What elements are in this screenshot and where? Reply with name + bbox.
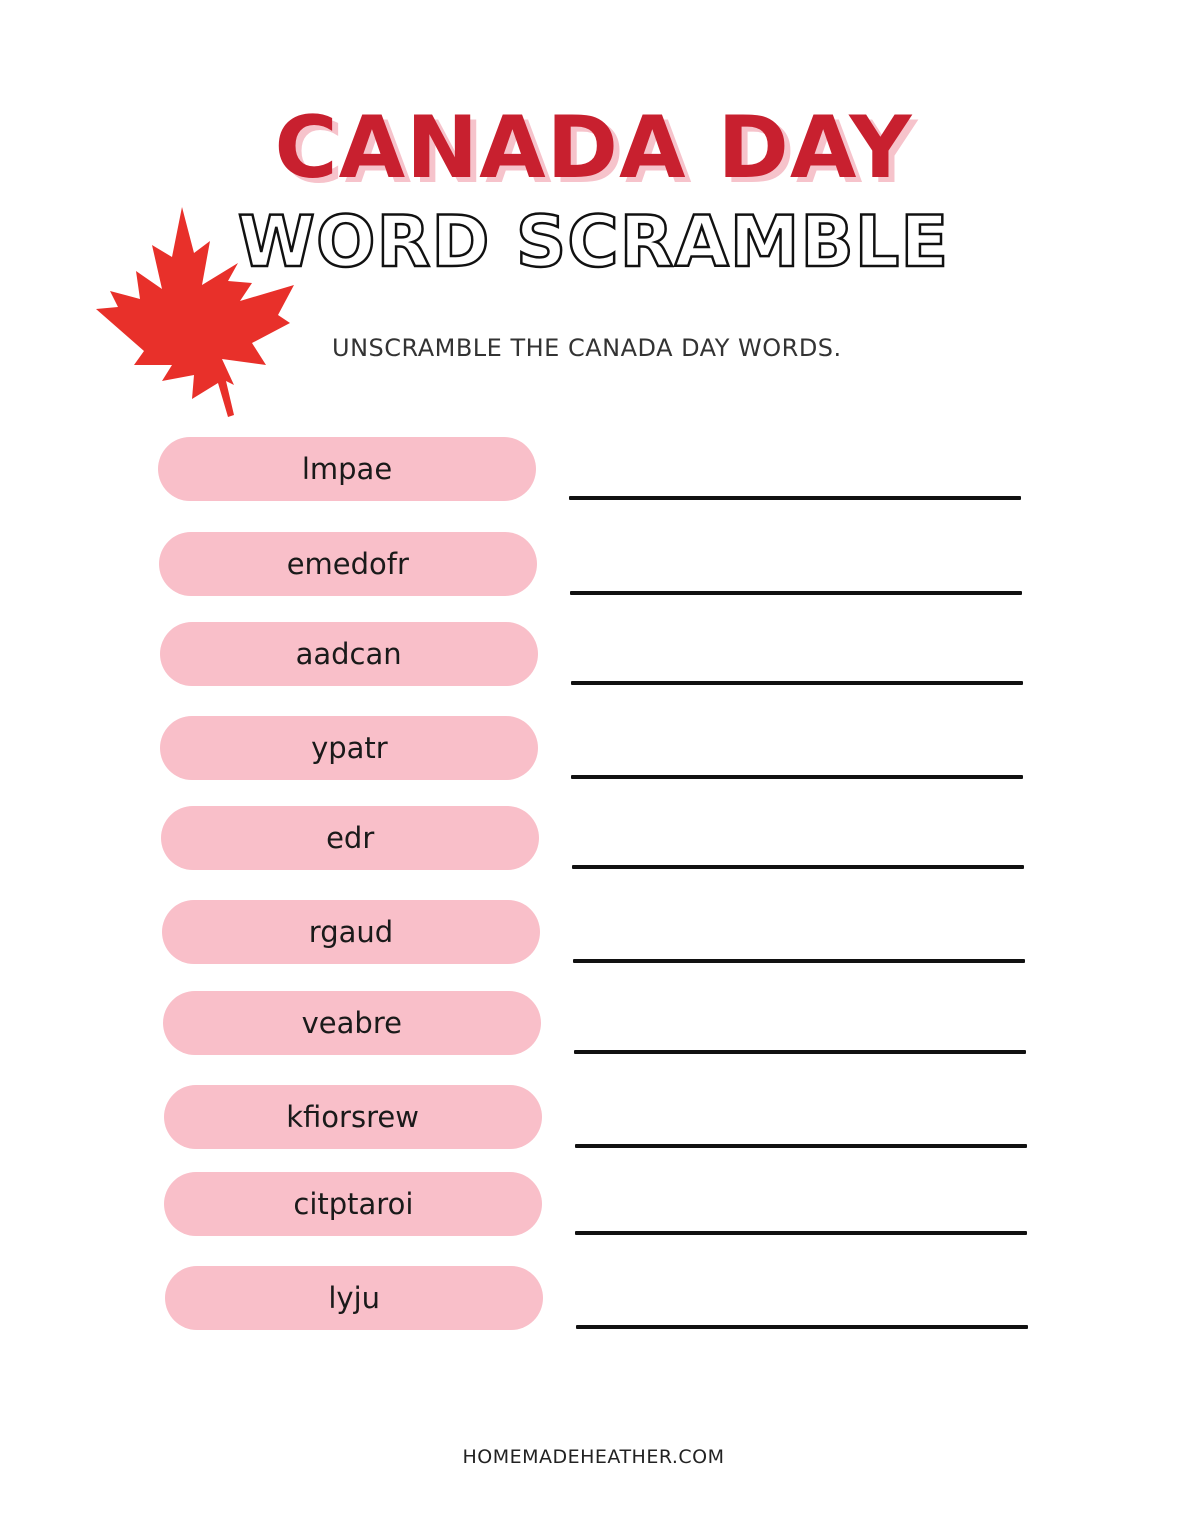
answer-line[interactable] (575, 1144, 1027, 1148)
answer-line[interactable] (571, 681, 1023, 685)
answer-line[interactable] (575, 1231, 1027, 1235)
answer-line[interactable] (570, 591, 1022, 595)
answer-line[interactable] (569, 496, 1021, 500)
scrambled-word: emedofr (159, 532, 537, 596)
scrambled-word: citptaroi (164, 1172, 542, 1236)
scrambled-word: lmpae (158, 437, 536, 501)
answer-line[interactable] (574, 1050, 1026, 1054)
answer-line[interactable] (573, 959, 1025, 963)
scrambled-word: kfiorsrew (164, 1085, 542, 1149)
page-subtitle: WORD SCRAMBLE (237, 201, 950, 283)
answer-line[interactable] (571, 775, 1023, 779)
scrambled-word: rgaud (162, 900, 540, 964)
answer-line[interactable] (576, 1325, 1028, 1329)
scrambled-word: lyju (165, 1266, 543, 1330)
page-title: CANADA DAY (274, 98, 913, 198)
footer-site: HOMEMADEHEATHER.COM (462, 1446, 725, 1468)
answer-line[interactable] (572, 865, 1024, 869)
instructions-text: UNSCRAMBLE THE CANADA DAY WORDS. (332, 334, 842, 362)
scrambled-word: edr (161, 806, 539, 870)
scrambled-word: ypatr (160, 716, 538, 780)
scrambled-word: veabre (163, 991, 541, 1055)
scrambled-word: aadcan (160, 622, 538, 686)
